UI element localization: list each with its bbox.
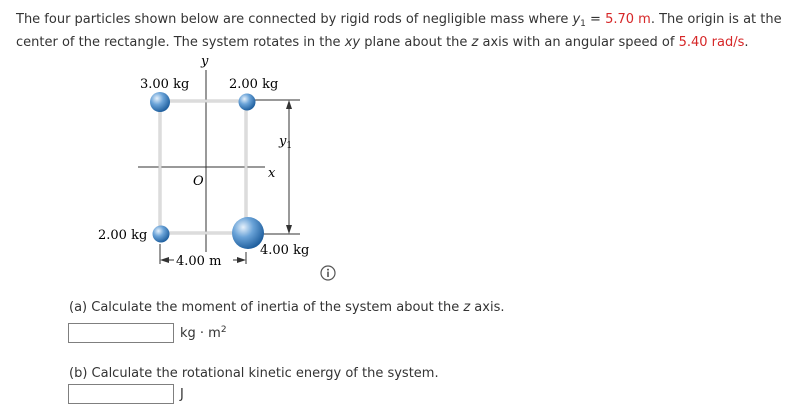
problem-text-1: The four particles shown below are connected by rigid rods of negligible mass where — [16, 12, 573, 27]
part-a-prompt-1: (a) Calculate the moment of inertia of the system about the — [69, 300, 464, 315]
problem-text-5: . — [744, 35, 749, 50]
mass-top-left-label: 3.00 kg — [140, 77, 190, 92]
y1-label-main: y — [279, 134, 287, 149]
y1-subscript: 1 — [580, 19, 586, 29]
width-arrow-right — [237, 257, 246, 263]
part-a-answer-input[interactable] — [68, 323, 174, 343]
y1-value: 5.70 m — [605, 12, 651, 27]
part-a-prompt-2: axis. — [470, 300, 505, 315]
width-arrow-left — [160, 257, 169, 263]
x-axis-label: x — [268, 166, 276, 181]
origin-label: O — [193, 174, 204, 189]
mass-top-right-label: 2.00 kg — [229, 77, 279, 92]
problem-text-4: axis with an angular speed of — [478, 35, 679, 50]
rectangle-figure — [90, 52, 330, 277]
problem-statement — [16, 8, 796, 54]
y1-arrow-down — [286, 225, 292, 234]
mass-bottom-left-sphere — [153, 226, 170, 243]
y1-arrow-up — [286, 100, 292, 109]
z-axis-symbol: z — [471, 35, 479, 50]
omega-value: 5.40 rad/s — [678, 35, 745, 50]
equals-sign: = — [585, 12, 606, 27]
y1-label-sub: 1 — [286, 141, 293, 151]
y1-label — [278, 134, 292, 151]
y-axis-label: y — [201, 54, 209, 69]
part-a-unit-exponent: 2 — [220, 324, 227, 335]
part-b-answer-input[interactable] — [68, 384, 174, 404]
width-label: 4.00 m — [176, 254, 222, 269]
part-a-z-symbol: z — [463, 300, 471, 315]
part-b-unit: J — [180, 386, 184, 402]
part-b-answer-row — [68, 384, 184, 404]
mass-bottom-left-label: 2.00 kg — [98, 228, 148, 243]
y1-symbol: y — [572, 12, 581, 27]
part-a-answer-row — [68, 323, 227, 343]
problem-text-3: plane about the — [360, 35, 472, 50]
part-a-unit-base: kg · m — [180, 325, 221, 341]
info-icon[interactable] — [320, 265, 336, 281]
mass-bottom-right-label: 4.00 kg — [260, 243, 310, 258]
part-a-unit — [180, 326, 227, 341]
problem-text-2: . The origin is at the center of the rectangle. The system rotates in the — [16, 12, 782, 50]
part-a-prompt — [69, 300, 504, 315]
mass-top-left-sphere — [150, 92, 170, 112]
part-b-prompt: (b) Calculate the rotational kinetic energy of the system. — [69, 366, 439, 381]
mass-top-right-sphere — [239, 94, 256, 111]
xy-plane-symbol: xy — [344, 35, 361, 50]
